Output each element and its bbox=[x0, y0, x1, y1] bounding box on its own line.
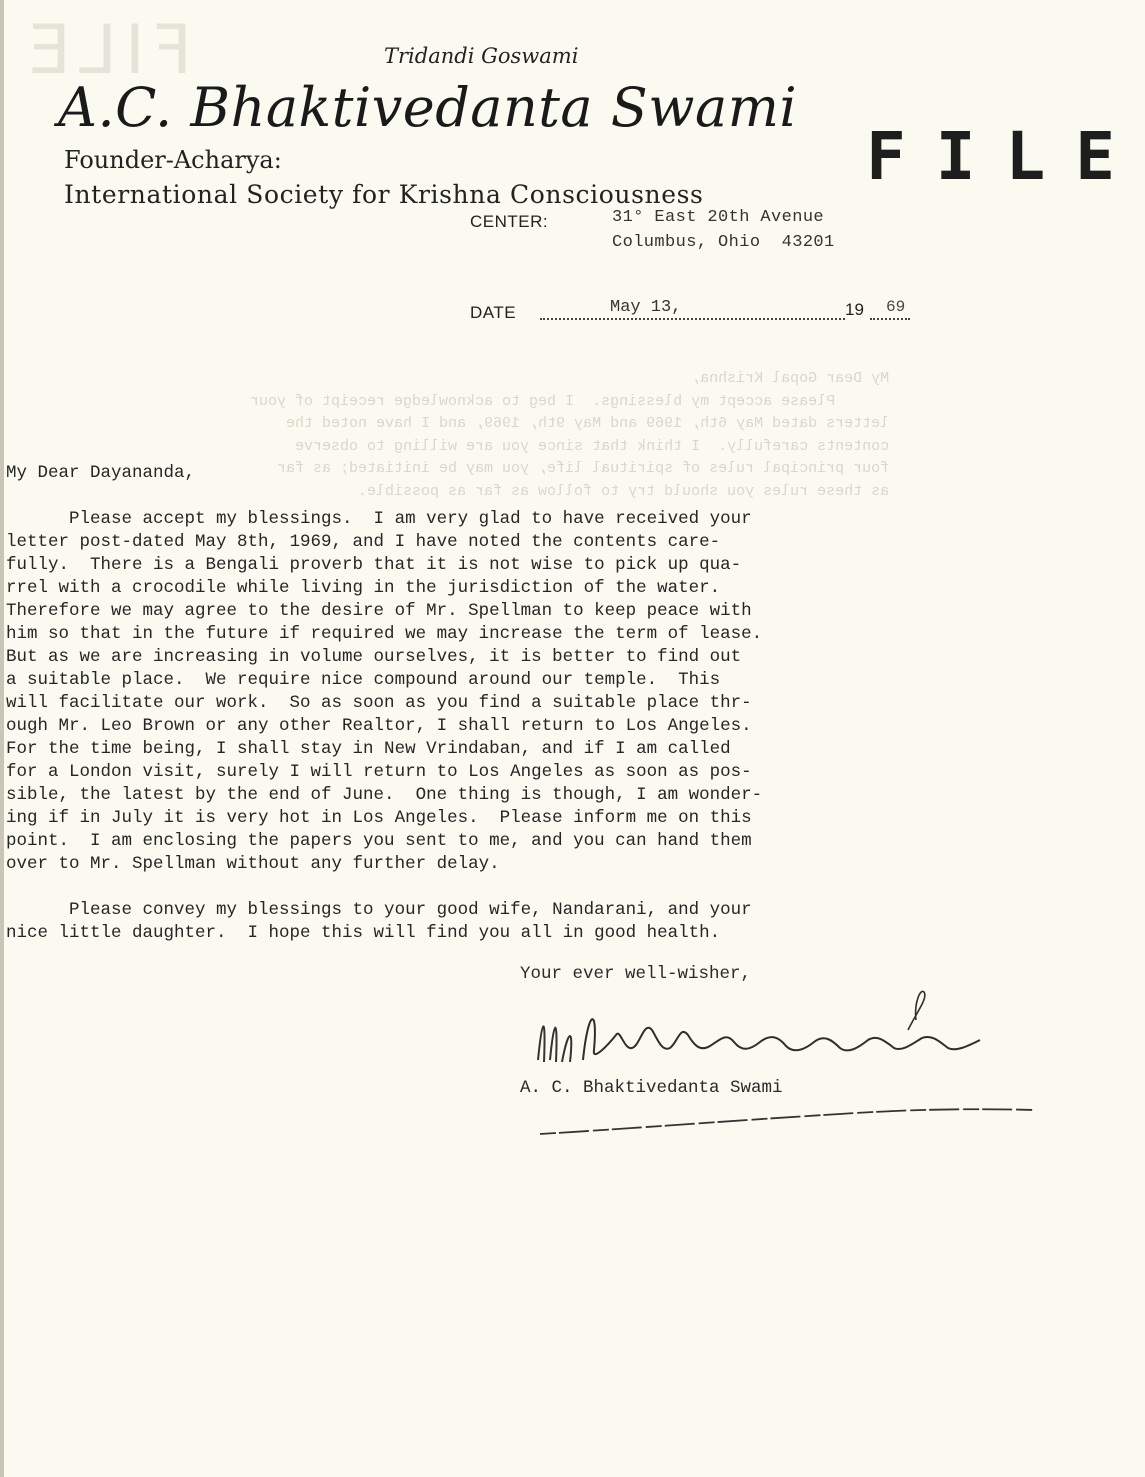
letterhead-society: International Society for Krishna Consciousness bbox=[64, 180, 704, 209]
body-line: rrel with a crocodile while living in the jurisdiction of the water. bbox=[6, 578, 721, 598]
body-line: will facilitate our work. So as soon as you find a suitable place thr- bbox=[6, 693, 752, 713]
bleed-line: as these rules you should try to follow as far as possible. bbox=[358, 482, 890, 500]
letterhead-title-small: Tridandi Goswami bbox=[384, 44, 579, 68]
body-line: Please convey my blessings to your good wife, Nandarani, and your bbox=[6, 900, 752, 920]
spacer-line bbox=[0, 485, 1080, 508]
body-line: point. I am enclosing the papers you sent to me, and you can hand them bbox=[6, 831, 752, 851]
body-paragraphs bbox=[0, 508, 1080, 945]
letterhead-address bbox=[612, 205, 835, 255]
body-line: sible, the latest by the end of June. One thing is though, I am wonder- bbox=[6, 785, 763, 805]
address-line-2: Columbus, Ohio 43201 bbox=[612, 233, 835, 252]
date-dotted-line bbox=[540, 318, 845, 320]
body-line: Therefore we may agree to the desire of Mr. Spellman to keep peace with bbox=[6, 601, 752, 621]
body-line: nice little daughter. I hope this will find you all in good health. bbox=[6, 923, 721, 943]
bleed-line: letters dated May 6th, 1969 and May 9th, 1969, and I have noted the bbox=[286, 415, 890, 432]
body-line: him so that in the future if required we may increase the term of lease. bbox=[6, 624, 763, 644]
body-line: for a London visit, surely I will return to Los Angeles as soon as pos- bbox=[6, 762, 752, 782]
date-label: DATE bbox=[470, 303, 517, 322]
letter-body bbox=[0, 462, 1080, 945]
letterhead-founder: Founder-Acharya: bbox=[64, 146, 282, 174]
body-line: For the time being, I shall stay in New Vrindaban, and if I am called bbox=[6, 739, 731, 759]
date-year-value: 69 bbox=[886, 298, 906, 316]
body-line: over to Mr. Spellman without any further delay. bbox=[6, 854, 500, 874]
year-dotted-line bbox=[870, 318, 910, 320]
letterhead-center-label: CENTER: bbox=[470, 212, 549, 231]
closing: Your ever well-wisher, bbox=[520, 964, 752, 984]
bleed-through-header: FILE bbox=[20, 11, 193, 90]
body-line: fully. There is a Bengali proverb that it is not wise to pick up qua- bbox=[6, 555, 742, 575]
typed-signature-name: A. C. Bhaktivedanta Swami bbox=[520, 1078, 783, 1098]
bleed-line: My Dear Gopal Krishna, bbox=[691, 370, 890, 387]
bleed-line: Please accept my blessings. I beg to acknowledge receipt of your bbox=[250, 392, 890, 410]
file-stamp: FILE bbox=[866, 118, 1145, 195]
body-line: a suitable place. We require nice compound around our temple. This bbox=[6, 670, 721, 690]
letterhead-name: A.C. Bhaktivedanta Swami bbox=[58, 76, 798, 139]
bleed-line: four principal rules of spiritual life, you may be initiated; as far bbox=[277, 460, 890, 477]
address-line-1: 31° East 20th Avenue bbox=[612, 208, 825, 227]
bleed-line: contents carefully. I think that since you are willing to observe bbox=[295, 437, 890, 455]
salutation: My Dear Dayananda, bbox=[6, 463, 196, 483]
body-line bbox=[6, 876, 1080, 899]
body-line: But as we are increasing in volume ourselves, it is better to find out bbox=[6, 647, 742, 667]
body-line: ough Mr. Leo Brown or any other Realtor, I shall return to Los Angeles. bbox=[6, 716, 752, 736]
body-line: Please accept my blessings. I am very glad to have received your bbox=[6, 509, 752, 529]
date-value: May 13, bbox=[610, 298, 682, 317]
signature-underline bbox=[520, 1098, 1040, 1138]
handwritten-signature bbox=[528, 990, 988, 1090]
date-year-prefix: 19 bbox=[845, 300, 864, 319]
body-line: letter post-dated May 8th, 1969, and I have noted the contents care- bbox=[6, 532, 721, 552]
body-line: ing if in July it is very hot in Los Angeles. Please inform me on this bbox=[6, 808, 752, 828]
